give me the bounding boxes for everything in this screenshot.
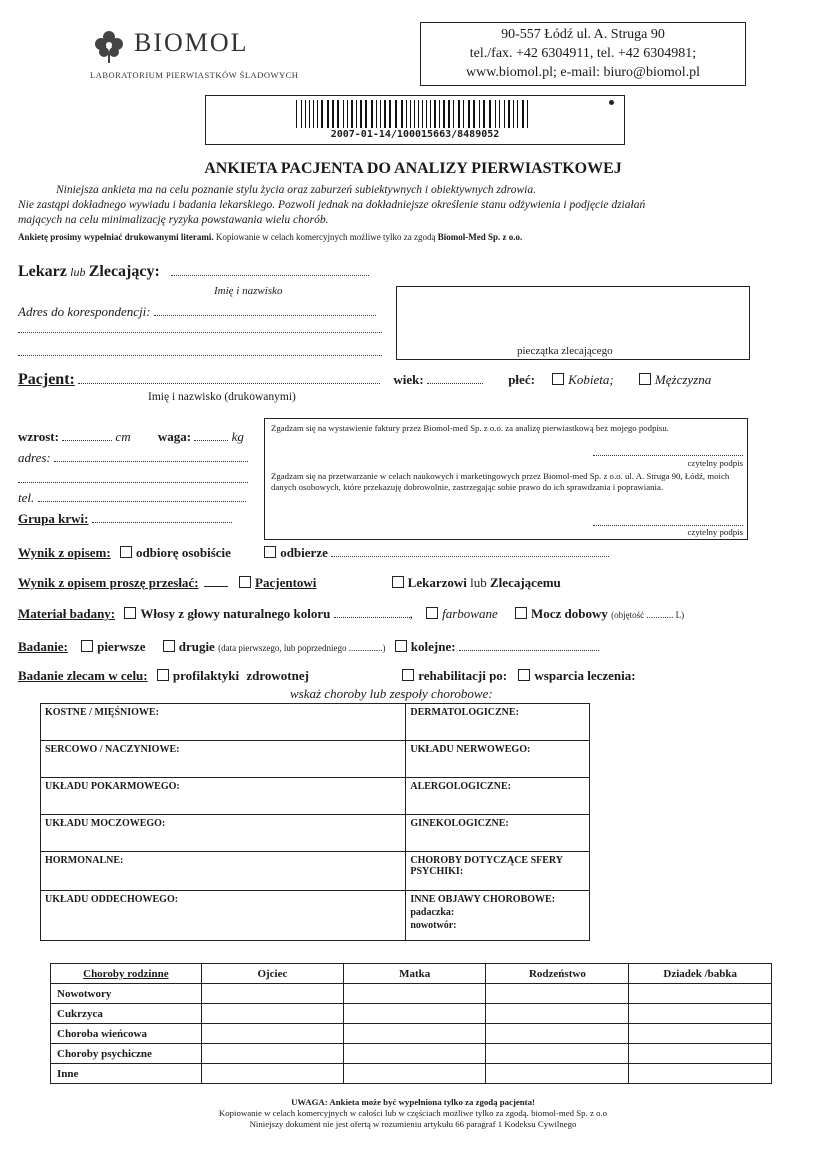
consent-text-2: Zgadzam się na przetwarzanie w celach naukowych i marketingowych przez Biomol-med Sp. z o.o. ul. A. Struga 90, Łódź, moich danych osobowych, które przekazuję dobrowolnie, zastrzegając sobie prawo do ich sprawdzania i poprawiania.	[271, 471, 730, 492]
disease-label: UKŁADU ODDECHOWEGO:	[45, 894, 179, 905]
rehab-checkbox[interactable]	[402, 669, 414, 681]
stamp-label: pieczątka zlecającego	[517, 345, 613, 357]
flower-logo-icon	[90, 26, 128, 64]
send-patient-checkbox[interactable]	[239, 576, 251, 588]
disease-row	[41, 778, 590, 815]
purpose-row: Badanie zlecam w celu: profilaktyki zdrowotnej rehabilitacji po: wsparcia leczenia:	[18, 668, 636, 683]
stamp-box[interactable]	[396, 286, 750, 360]
purpose-hint: wskaż choroby lub zespoły chorobowe:	[290, 686, 493, 701]
family-table	[50, 963, 772, 1084]
footer	[0, 1097, 826, 1130]
family-cell[interactable]	[201, 984, 343, 1004]
logo-subtitle: LABORATORIUM PIERWIASTKÓW ŚLADOWYCH	[90, 70, 299, 80]
disease-cell[interactable]	[406, 815, 590, 852]
patient-address-field[interactable]	[54, 449, 248, 462]
disease-cell[interactable]	[41, 891, 406, 941]
family-row-label: Choroba wieńcowa	[51, 1024, 202, 1044]
footer-legal: Niniejszy dokument nie jest ofertą w rozumieniu artykułu 66 paragraf 1 Kodeksu Cywilnego	[249, 1119, 577, 1129]
family-cell[interactable]	[201, 1024, 343, 1044]
family-header: Dziadek /babka	[629, 964, 772, 984]
barcode-bar	[343, 100, 344, 128]
other-symptom-sub: nowotwór:	[410, 920, 457, 931]
address-row: Adres do korespondencji:	[18, 303, 376, 320]
footer-copy: Kopiowanie w celach komercyjnych w całości lub w częściach możliwe tylko za zgodą. biomol-med Sp. z o.o	[218, 1108, 608, 1118]
barcode-bar	[356, 100, 357, 128]
disease-label: HORMONALNE:	[45, 855, 124, 866]
family-cell[interactable]	[486, 1044, 629, 1064]
family-cell[interactable]	[201, 1044, 343, 1064]
barcode-bar	[414, 100, 415, 128]
hair-field[interactable]	[334, 605, 410, 618]
disease-label: INNE OBJAWY CHOROBOWE:	[410, 894, 556, 905]
material-row: Materiał badany: Włosy z głowy naturalnego koloru , farbowane Mocz dobowy (objętość ............ L)	[18, 606, 685, 621]
family-cell[interactable]	[629, 1024, 772, 1044]
disease-row	[41, 741, 590, 778]
disease-label: UKŁADU POKARMOWEGO:	[45, 781, 180, 792]
barcode-bar	[301, 100, 302, 128]
barcode-bar	[360, 100, 362, 128]
disease-row	[41, 704, 590, 741]
doctor-name-hint: Imię i nazwisko	[214, 285, 283, 297]
family-cell[interactable]	[344, 1024, 486, 1044]
exam-first-checkbox[interactable]	[81, 640, 93, 652]
family-header: Ojciec	[201, 964, 343, 984]
family-cell[interactable]	[629, 1004, 772, 1024]
consent-box	[264, 418, 748, 540]
blood-field[interactable]	[92, 510, 232, 523]
pickup-person-field[interactable]	[331, 544, 609, 557]
contact-phone: tel./fax. +42 6304911, tel. +42 6304981;	[469, 46, 697, 61]
barcode-bar	[495, 100, 496, 128]
other-symptom-sub: padaczka:	[410, 907, 455, 918]
blood-row: Grupa krwi:	[18, 510, 232, 527]
diseases-table	[40, 703, 590, 941]
disease-cell[interactable]	[41, 815, 406, 852]
family-cell[interactable]	[201, 1064, 343, 1084]
exam-next-field[interactable]	[459, 638, 599, 651]
family-row-label: Cukrzyca	[51, 1004, 202, 1024]
barcode-bar	[527, 100, 528, 128]
send-doctor-checkbox[interactable]	[392, 576, 404, 588]
age-field[interactable]	[427, 371, 483, 384]
barcode-bar	[426, 100, 427, 128]
hair-checkbox[interactable]	[124, 607, 136, 619]
signature-label-1: czytelny podpis	[687, 458, 743, 468]
barcode	[294, 100, 534, 128]
barcode-bar	[332, 100, 334, 128]
disease-cell[interactable]	[406, 891, 590, 941]
barcode-bar	[517, 100, 518, 128]
disease-label: ALERGOLOGICZNE:	[410, 781, 511, 792]
exam-next-checkbox[interactable]	[395, 640, 407, 652]
tel-field[interactable]	[38, 489, 246, 502]
barcode-bar	[443, 100, 445, 128]
barcode-bar	[473, 100, 475, 128]
family-row-label: Nowotwory	[51, 984, 202, 1004]
barcode-bar	[347, 100, 348, 128]
contact-box	[420, 22, 746, 86]
barcode-bar	[463, 100, 464, 128]
barcode-bar	[376, 100, 377, 128]
exam-second-checkbox[interactable]	[163, 640, 175, 652]
disease-label: GINEKOLOGICZNE:	[410, 818, 509, 829]
disease-cell[interactable]	[41, 778, 406, 815]
barcode-bar	[296, 100, 297, 128]
page-title: ANKIETA PACJENTA DO ANALIZY PIERWIASTKOWEJ	[204, 160, 622, 177]
barcode-bar	[380, 100, 381, 128]
family-cell[interactable]	[486, 984, 629, 1004]
family-row	[51, 984, 772, 1004]
family-cell[interactable]	[629, 1064, 772, 1084]
family-cell[interactable]	[344, 1064, 486, 1084]
barcode-bar	[458, 100, 460, 128]
contact-address: 90-557 Łódź ul. A. Struga 90	[501, 27, 665, 42]
barcode-bar	[453, 100, 454, 128]
barcode-bar	[305, 100, 306, 128]
disease-cell[interactable]	[406, 852, 590, 891]
barcode-bar	[389, 100, 391, 128]
barcode-bar	[371, 100, 373, 128]
barcode-text: 2007-01-14/100015663/8489052	[330, 129, 500, 140]
barcode-bar	[504, 100, 505, 128]
family-header: Rodzeństwo	[486, 964, 629, 984]
barcode-bar	[430, 100, 431, 128]
prophylaxis-checkbox[interactable]	[157, 669, 169, 681]
barcode-box	[205, 95, 625, 145]
barcode-bar	[499, 100, 500, 128]
consent-text-1: Zgadzam się na wystawienie faktury przez Biomol-med Sp. z o.o. za analizę pierwiastkową bez mojego podpisu.	[271, 423, 669, 433]
patient-name-hint: Imię i nazwisko (drukowanymi)	[148, 391, 296, 403]
disease-label: UKŁADU MOCZOWEGO:	[45, 818, 166, 829]
family-row	[51, 1024, 772, 1044]
barcode-bar	[439, 100, 440, 128]
barcode-bar	[309, 100, 310, 128]
family-header: Matka	[344, 964, 486, 984]
weight-field[interactable]	[194, 428, 228, 441]
disease-cell[interactable]	[41, 852, 406, 891]
disease-label: KOSTNE / MIĘŚNIOWE:	[45, 707, 159, 718]
patient-address-line-2[interactable]	[18, 470, 248, 483]
family-cell[interactable]	[486, 1024, 629, 1044]
urine-checkbox[interactable]	[515, 607, 527, 619]
exam-row: Badanie: pierwsze drugie (data pierwszego, lub poprzedniego ...............) kolejne:	[18, 638, 599, 655]
family-row-label: Choroby psychiczne	[51, 1044, 202, 1064]
barcode-bar	[448, 100, 450, 128]
barcode-bar	[337, 100, 339, 128]
patient-row: Pacjent: wiek: płeć: Kobieta; Mężczyzna	[18, 371, 712, 388]
barcode-bar	[508, 100, 510, 128]
doctor-address-line-3[interactable]	[18, 343, 382, 356]
barcode-bar	[513, 100, 514, 128]
signature-label-2: czytelny podpis	[687, 527, 743, 537]
disease-cell[interactable]	[406, 778, 590, 815]
barcode-bar	[418, 100, 419, 128]
family-header: Choroby rodzinne	[51, 964, 202, 984]
signature-field-1[interactable]	[593, 443, 743, 456]
barcode-bar	[365, 100, 367, 128]
family-cell[interactable]	[629, 1044, 772, 1064]
height-weight-row: wzrost: cm waga: kg	[18, 429, 244, 444]
doctor-row: Lekarz lub Zlecający:	[18, 263, 369, 281]
barcode-bar	[483, 100, 485, 128]
family-cell[interactable]	[344, 1044, 486, 1064]
barcode-bar	[410, 100, 411, 128]
family-row	[51, 1044, 772, 1064]
barcode-bar	[327, 100, 329, 128]
intro-line-2: Nie zastąpi dokładnego wywiadu i badania lekarskiego. Pozwoli jednak na dokładniejsze określenie stanu odżywienia i podjęcie działań	[18, 199, 646, 211]
disease-cell[interactable]	[41, 741, 406, 778]
family-row	[51, 1064, 772, 1084]
barcode-bar	[351, 100, 353, 128]
family-cell[interactable]	[486, 1064, 629, 1084]
barcode-bar	[406, 100, 407, 128]
intro-note: Ankietę prosimy wypełniać drukowanymi literami. Kopiowanie w celach komercyjnych możliwe tylko za zgodą Biomol-Med Sp. z o.o.	[18, 232, 523, 242]
family-cell[interactable]	[629, 984, 772, 1004]
disease-cell[interactable]	[41, 704, 406, 741]
contact-web: www.biomol.pl; e-mail: biuro@biomol.pl	[465, 65, 701, 80]
barcode-bar	[522, 100, 524, 128]
logo-name: BIOMOL	[134, 28, 249, 57]
family-row-label: Inne	[51, 1064, 202, 1084]
family-cell[interactable]	[344, 1004, 486, 1024]
barcode-bar	[384, 100, 386, 128]
intro-line-3: mających na celu minimalizację ryzyka powstawania wielu chorób.	[18, 214, 329, 226]
signature-field-2[interactable]	[593, 513, 743, 526]
family-cell[interactable]	[486, 1004, 629, 1024]
disease-label: UKŁADU NERWOWEGO:	[410, 744, 531, 755]
send-row: Wynik z opisem proszę przesłać: Pacjentowi Lekarzowi lub Zlecającemu	[18, 575, 561, 590]
bullet-dot	[609, 100, 614, 105]
barcode-bar	[489, 100, 491, 128]
barcode-bar	[479, 100, 480, 128]
disease-cell[interactable]	[406, 704, 590, 741]
patient-name-field[interactable]	[78, 371, 380, 384]
family-row	[51, 1004, 772, 1024]
tel-row: tel.	[18, 489, 246, 506]
barcode-bar	[434, 100, 436, 128]
doctor-address-line-2[interactable]	[18, 320, 382, 333]
barcode-bar	[321, 100, 323, 128]
male-checkbox[interactable]	[639, 373, 651, 385]
disease-label: SERCOWO / NACZYNIOWE:	[45, 744, 180, 755]
pickup-self-checkbox[interactable]	[120, 546, 132, 558]
barcode-bar	[422, 100, 423, 128]
doctor-name-field[interactable]	[171, 263, 369, 276]
disease-label: CHOROBY DOTYCZĄCE SFERY PSYCHIKI:	[410, 855, 563, 877]
intro-line-1: Niniejsza ankieta ma na celu poznanie stylu życia oraz zaburzeń subiektywnych i obiektywnych zdrowia.	[56, 184, 536, 196]
pickup-other-checkbox[interactable]	[264, 546, 276, 558]
family-cell[interactable]	[344, 984, 486, 1004]
dyed-checkbox[interactable]	[426, 607, 438, 619]
barcode-bar	[317, 100, 318, 128]
female-checkbox[interactable]	[552, 373, 564, 385]
disease-row	[41, 891, 590, 941]
support-checkbox[interactable]	[518, 669, 530, 681]
patient-address-row: adres:	[18, 449, 248, 466]
barcode-bar	[313, 100, 314, 128]
footer-warning: UWAGA: Ankieta może być wypełniona tylko za zgodą pacjenta!	[291, 1097, 535, 1107]
barcode-bar	[468, 100, 470, 128]
family-cell[interactable]	[201, 1004, 343, 1024]
logo	[90, 24, 330, 84]
disease-row	[41, 815, 590, 852]
height-field[interactable]	[62, 428, 112, 441]
doctor-address-field[interactable]	[154, 303, 376, 316]
disease-label: DERMATOLOGICZNE:	[410, 707, 519, 718]
result-row: Wynik z opisem: odbiorę osobiście odbierze	[18, 544, 609, 561]
disease-cell[interactable]	[406, 741, 590, 778]
barcode-bar	[401, 100, 403, 128]
disease-row	[41, 852, 590, 891]
barcode-bar	[395, 100, 397, 128]
